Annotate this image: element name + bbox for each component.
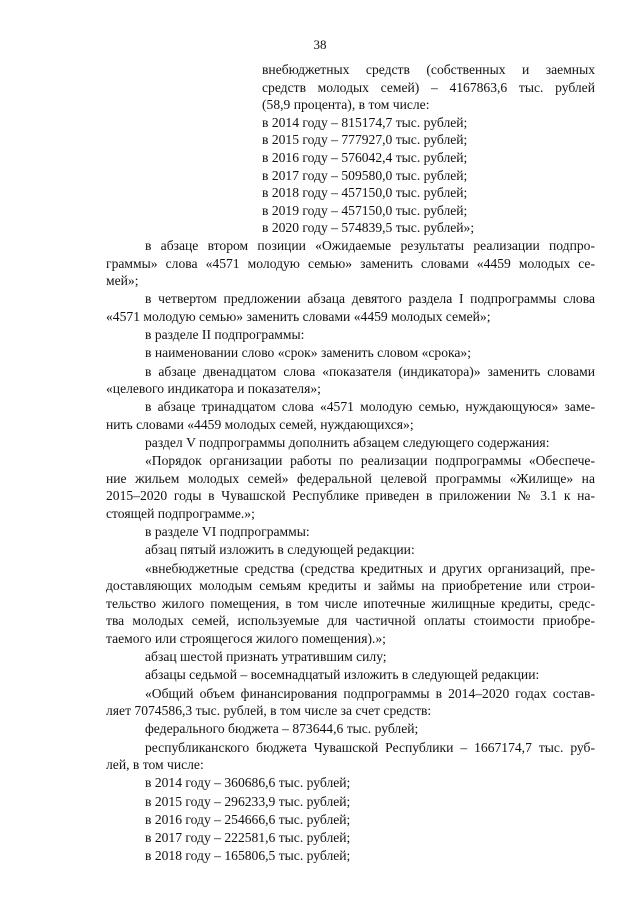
- document-paragraph: абзац пятый изложить в следующей редакции:: [145, 542, 415, 558]
- paragraph-line: в абзаце двенадцатом слова «показателя (индикатора)» заменить словами: [145, 363, 595, 379]
- paragraph-line: «Общий объем финансирования подпрограммы в 2014–2020 годах состав-: [145, 685, 595, 701]
- document-paragraph: федерального бюджета – 873644,6 тыс. рублей;: [145, 721, 419, 737]
- document-paragraph: [106, 685, 595, 720]
- paragraph-line: мей»;: [106, 273, 139, 289]
- document-paragraph: в 2016 году – 254666,6 тыс. рублей;: [145, 811, 351, 827]
- paragraph-line: в абзаце втором позиции «Ожидаемые результаты реализации подпро-: [145, 238, 595, 253]
- document-paragraph: раздел V подпрограммы дополнить абзацем следующего содержания:: [145, 435, 550, 451]
- document-paragraph: [106, 290, 595, 325]
- funding-intro-line: внебюджетных средств (собственных и заемных: [262, 62, 595, 77]
- paragraph-line: доставляющих молодым семьям кредиты и займы на приобретение или строи-: [106, 578, 595, 594]
- document-paragraph: абзац шестой признать утратившим силу;: [145, 649, 387, 665]
- document-paragraph: в наименовании слово «срок» заменить словом «срока»;: [145, 345, 471, 361]
- paragraph-line: стоящей подпрограмме.»;: [106, 506, 255, 522]
- document-body: [106, 237, 595, 865]
- paragraph-line: ляет 7074586,3 тыс. рублей, в том числе за счет средств:: [106, 703, 432, 719]
- document-paragraph: [106, 398, 595, 433]
- document-paragraph: в 2015 году – 296233,9 тыс. рублей;: [145, 793, 351, 809]
- funding-year-line: в 2020 году – 574839,5 тыс. рублей»;: [262, 220, 475, 236]
- funding-summary-block: [262, 61, 595, 237]
- document-paragraph: [106, 739, 595, 774]
- funding-year-line: в 2016 году – 576042,4 тыс. рублей;: [262, 149, 468, 165]
- document-paragraph: абзацы седьмой – восемнадцатый изложить в следующей редакции:: [145, 667, 540, 683]
- paragraph-line: республиканского бюджета Чувашской Республики – 1667174,7 тыс. руб-: [145, 739, 595, 755]
- page-number: 38: [313, 37, 327, 52]
- paragraph-line: «внебюджетные средства (средства кредитных и других организаций, пре-: [145, 560, 595, 576]
- document-paragraph: в разделе VI подпрограммы:: [145, 524, 310, 540]
- document-paragraph: [106, 237, 595, 290]
- document-paragraph: в 2014 году – 360686,6 тыс. рублей;: [145, 775, 351, 791]
- funding-percent-line: (58,9 процента), в том числе:: [262, 97, 430, 113]
- funding-intro-line: средств молодых семей) – 4167863,6 тыс. рублей: [262, 79, 595, 95]
- document-paragraph: [106, 452, 595, 522]
- document-paragraph: [106, 560, 595, 648]
- paragraph-line: ние жильем молодых семей» федеральной целевой программы «Жилище» на: [106, 470, 595, 486]
- paragraph-line: в четвертом предложении абзаца девятого раздела I подпрограммы слова: [145, 291, 595, 307]
- document-paragraph: в разделе II подпрограммы:: [145, 327, 305, 343]
- document-paragraph: [106, 363, 595, 398]
- paragraph-line: 2015–2020 годы в Чувашской Республике приведен в приложении № 3.1 к на-: [106, 488, 595, 504]
- paragraph-line: «4571 молодую семью» заменить словами «4459 молодых семей»;: [106, 308, 491, 324]
- document-paragraph: в 2017 году – 222581,6 тыс. рублей;: [145, 829, 351, 845]
- paragraph-line: в абзаце тринадцатом слова «4571 молодую семью, нуждающуюся» заме-: [145, 399, 595, 415]
- funding-year-line: в 2018 году – 457150,0 тыс. рублей;: [262, 185, 468, 201]
- paragraph-line: нить словами «4459 молодых семей, нуждающихся»;: [106, 416, 414, 432]
- document-paragraph: в 2018 году – 165806,5 тыс. рублей;: [145, 848, 351, 864]
- funding-year-line: в 2015 году – 777927,0 тыс. рублей;: [262, 132, 468, 148]
- funding-year-line: в 2014 году – 815174,7 тыс. рублей;: [262, 114, 468, 130]
- paragraph-line: тва молодых семей, используемые для частичной оплаты стоимости приобре-: [106, 613, 595, 629]
- paragraph-line: лей, в том числе:: [106, 757, 204, 773]
- funding-year-line: в 2019 году – 457150,0 тыс. рублей;: [262, 202, 468, 218]
- paragraph-line: тельство жилого помещения, в том числе ипотечные жилищные кредиты, средс-: [106, 595, 595, 611]
- funding-year-line: в 2017 году – 509580,0 тыс. рублей;: [262, 167, 468, 183]
- paragraph-line: граммы» слова «4571 молодую семью» заменить словами «4459 молодых се-: [106, 255, 595, 271]
- paragraph-line: «целевого индикатора и показателя»;: [106, 381, 321, 397]
- paragraph-line: таемого или строящегося жилого помещения).»;: [106, 631, 386, 646]
- paragraph-line: «Порядок организации работы по реализации подпрограммы «Обеспече-: [145, 453, 595, 469]
